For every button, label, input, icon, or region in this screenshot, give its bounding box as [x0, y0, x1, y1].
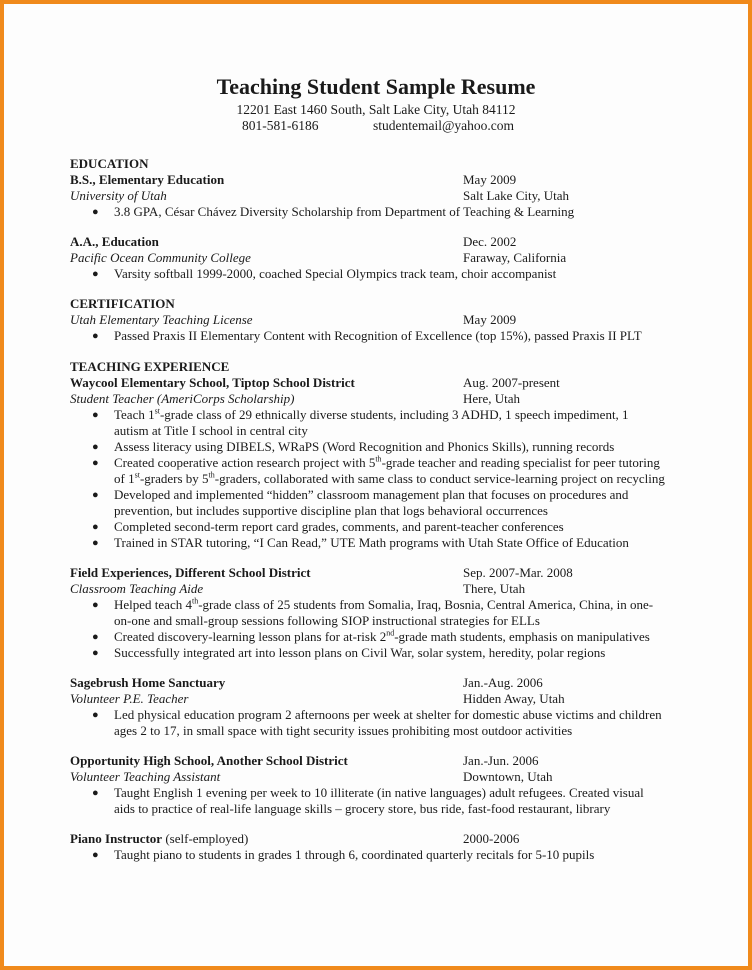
bullet-icon: ● [92, 409, 99, 421]
job4-date: Jan.-Jun. 2006 [463, 753, 539, 768]
job1-location: Here, Utah [463, 391, 521, 406]
certification-heading: CERTIFICATION [70, 296, 175, 311]
job2-role: Classroom Teaching Aide [70, 581, 204, 596]
bullet-icon: ● [92, 489, 99, 501]
bullet-icon: ● [92, 206, 99, 218]
degree2-name: A.A., Education [70, 234, 159, 249]
list-item-continued: aids to practice of real-life language skills – grocery store, bus ride, fast-food restaurant, library [114, 801, 611, 816]
job3-location: Hidden Away, Utah [463, 691, 565, 706]
bullet-icon: ● [92, 441, 99, 453]
list-item-continued: ages 2 to 17, in small space with tight security issues prohibiting most outdoor activities [114, 723, 573, 738]
degree1-location: Salt Lake City, Utah [463, 188, 570, 203]
job5-date: 2000-2006 [463, 831, 520, 846]
education-heading: EDUCATION [70, 156, 149, 171]
bullet-icon: ● [92, 631, 99, 643]
job2-date: Sep. 2007-Mar. 2008 [463, 565, 573, 580]
bullet-icon: ● [92, 330, 99, 342]
bullet-icon: ● [92, 849, 99, 861]
degree1-date: May 2009 [463, 172, 517, 187]
job4-org: Opportunity High School, Another School District [70, 753, 348, 768]
bullet-icon: ● [92, 787, 99, 799]
job2-org: Field Experiences, Different School District [70, 565, 311, 580]
list-item-continued: on-one and small-group sessions following SIOP instructional strategies for ELLs [114, 613, 540, 628]
list-item-continued: of 1st-graders by 5th-graders, collaborated with same class to conduct service-learning project on recycling [114, 470, 665, 486]
job1-org: Waycool Elementary School, Tiptop School District [70, 375, 355, 390]
phone: 801-581-6186 [242, 118, 319, 133]
job4-location: Downtown, Utah [463, 769, 553, 784]
job4-role: Volunteer Teaching Assistant [70, 769, 221, 784]
job3-org: Sagebrush Home Sanctuary [70, 675, 226, 690]
job1-date: Aug. 2007-present [463, 375, 560, 390]
certification-date: May 2009 [463, 312, 517, 327]
job3-date: Jan.-Aug. 2006 [463, 675, 543, 690]
bullet-icon: ● [92, 457, 99, 469]
job2-location: There, Utah [463, 581, 526, 596]
resume-page: Teaching Student Sample Resume 12201 East 1460 South, Salt Lake City, Utah 84112 801-581-6186 studentemail@yahoo.com EDUCATION B.S., Elementary Education May 2009 University of Utah Salt Lake City, Utah ● 3.8 GPA, César Chávez Diversity Scholarship from Department of Teaching & Learning A.A., Education Dec. 2002 Pacific Ocean Community College Faraway, California ● Varsity softball 1999-2000, coached Special Olympics track team, choir accompanist CERTIFICATION Utah Elementary Teaching License May 2009 ● Passed Praxis II Elementary Content with Recognition of Excellence (top 15%), passed Praxis II PLT TEACHING EXPERIENCE Waycool Elementary School, Tiptop School District Aug. 2007-present Student Teacher (AmeriCorps Scholarship) Here, Utah ● Teach 1st-grade class of 29 ethnically diverse students, including 3 ADHD, 1 speech impediment, 1 autism at Title I school in central city ● Assess literacy using DIBELS, WRaPS (Word Recognition and Phonics Skills), running records ● Created cooperative action research project with 5th-grade teacher and reading specialist for peer tutoring of 1st-graders by 5th-graders, collaborated with same class to conduct service-learning project on recycling ● Developed and implemented “hidden” classroom management plan that focuses on procedures and prevention, but includes supportive discipline plan that logs behavioral occurrences ● Completed second-term report card grades, comments, and parent-teacher conferences ● Trained in STAR tutoring, “I Can Read,” UTE Math programs with Utah State Office of Education Field Experiences, Different School District Sep. 2007-Mar. 2008 Classroom Teaching Aide There, Utah ● Helped teach 4th-grade class of 25 students from Somalia, Iraq, Bosnia, Central America, China, in one- on-one and small-group sessions following SIOP instructional strategies for ELLs ● Created discovery-learning lesson plans for at-risk 2nd-grade math students, emphasis on manipulatives ● Successfully integrated art into lesson plans on Civil War, solar system, heredity, polar regions Sagebrush Home Sanctuary Jan.-Aug. 2006 Volunteer P.E. Teacher Hidden Away, Utah ● Led physical education program 2 afternoons per week at shelter for domestic abuse victims and children ages 2 to 17, in small space with tight security issues prohibiting most outdoor activities Opportunity High School, Another School District Jan.-Jun. 2006 Volunteer Teaching Assistant Downtown, Utah ● Taught English 1 evening per week to 10 illiterate (in native languages) adult refugees. Created visual aids to practice of real-life language skills – grocery store, bus ride, fast-food restaurant, library Piano Instructor (self-employed) 2000-2006 ● Taught piano to students in grades 1 through 6, coordinated quarterly recitals for 5-10 pupils [4, 4, 748, 966]
bullet-icon: ● [92, 521, 99, 533]
resume-title: Teaching Student Sample Resume [216, 74, 536, 99]
degree1-school: University of Utah [70, 188, 167, 203]
email: studentemail@yahoo.com [373, 118, 515, 133]
degree1-name: B.S., Elementary Education [70, 172, 225, 187]
bullet-icon: ● [92, 537, 99, 549]
job1-role: Student Teacher (AmeriCorps Scholarship) [70, 391, 295, 406]
degree2-date: Dec. 2002 [463, 234, 517, 249]
bullet-icon: ● [92, 268, 99, 280]
teaching-heading: TEACHING EXPERIENCE [70, 359, 230, 374]
address: 12201 East 1460 South, Salt Lake City, Utah 84112 [236, 102, 516, 117]
bullet-icon: ● [92, 599, 99, 611]
list-item-continued: autism at Title I school in central city [114, 423, 308, 438]
job5-org: Piano Instructor (self-employed) [70, 831, 249, 846]
certification-name: Utah Elementary Teaching License [70, 312, 253, 327]
degree2-school: Pacific Ocean Community College [70, 250, 251, 265]
list-item-continued: prevention, but includes supportive discipline plan that logs behavioral occurrences [114, 503, 548, 518]
bullet-icon: ● [92, 709, 99, 721]
job3-role: Volunteer P.E. Teacher [70, 691, 189, 706]
bullet-icon: ● [92, 647, 99, 659]
degree2-location: Faraway, California [463, 250, 567, 265]
